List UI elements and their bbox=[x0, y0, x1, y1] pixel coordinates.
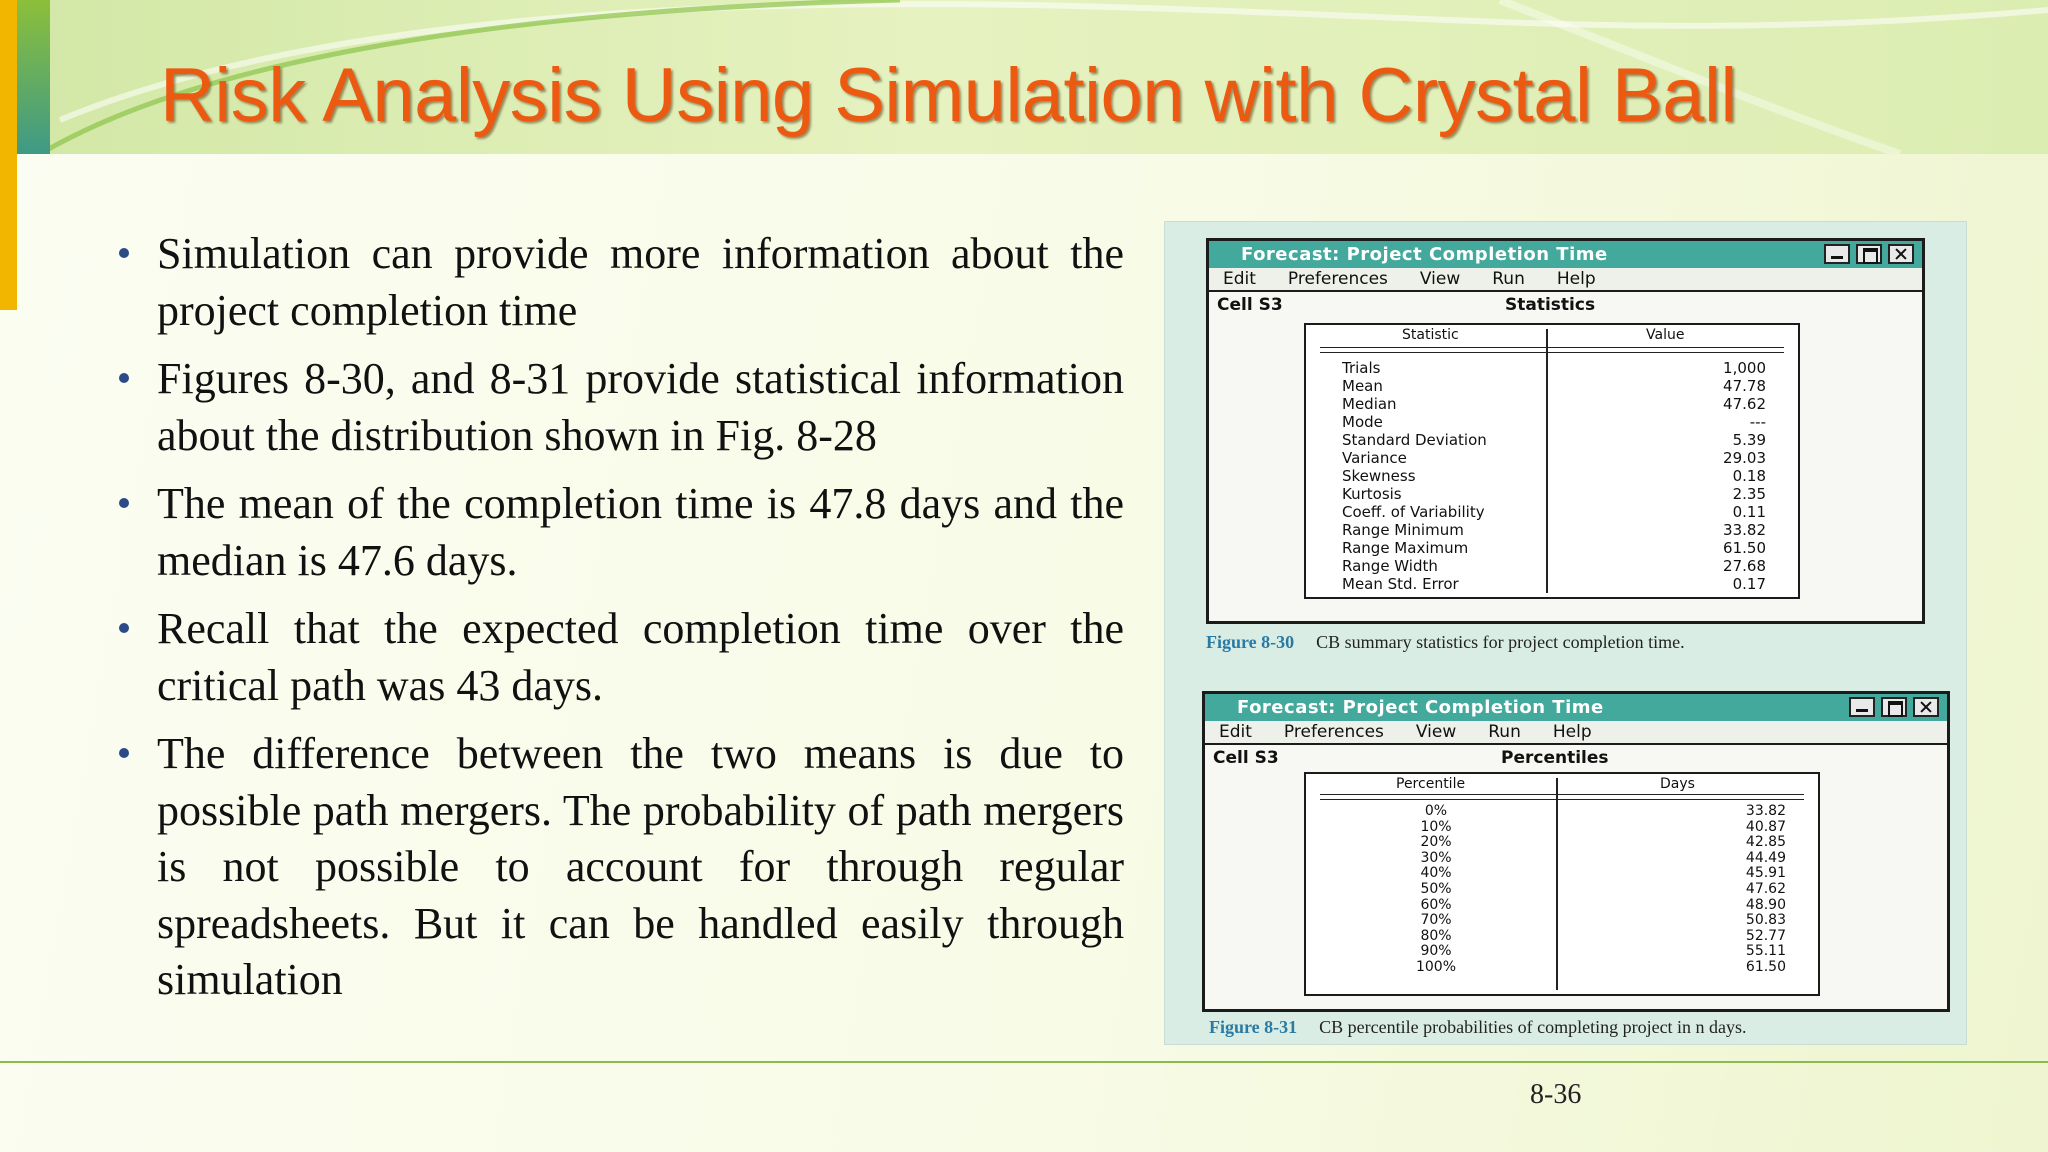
table-row-value: 61.50 bbox=[1723, 539, 1766, 557]
table-row-value: 33.82 bbox=[1723, 521, 1766, 539]
cell-label: Cell S3 bbox=[1213, 748, 1279, 768]
bullet-text: Recall that the expected completion time over the critical path was 43 days. bbox=[157, 604, 1124, 710]
table-row-label: 80% bbox=[1420, 927, 1452, 944]
bullet-item bbox=[110, 476, 1124, 589]
bullet-item bbox=[110, 351, 1124, 464]
window-titlebar bbox=[1209, 241, 1922, 268]
table-row-label: Mean bbox=[1342, 377, 1383, 395]
window-title: Forecast: Project Completion Time bbox=[1241, 244, 1608, 265]
caption-label: Figure 8-31 bbox=[1209, 1017, 1298, 1037]
caption-label: Figure 8-30 bbox=[1206, 632, 1295, 652]
close-icon[interactable] bbox=[1913, 697, 1939, 717]
table-row-label: 20% bbox=[1420, 834, 1452, 851]
col-header-statistic: Statistic bbox=[1402, 327, 1459, 343]
bullet-item bbox=[110, 601, 1124, 714]
table-row-label: Coeff. of Variability bbox=[1342, 503, 1485, 521]
bullet-text: The difference between the two means is due to possible path mergers. The probability of path mergers is not possible to account for through regular spreadsheets. But it can be handled easily through simulation bbox=[157, 729, 1124, 1004]
percentiles-table bbox=[1304, 772, 1820, 996]
table-row-value: 47.62 bbox=[1745, 880, 1786, 897]
statistics-window bbox=[1206, 238, 1925, 624]
table-row-value: 47.78 bbox=[1723, 377, 1766, 395]
slide-title: Risk Analysis Using Simulation with Crystal Ball bbox=[160, 53, 1737, 138]
bullet-list bbox=[110, 226, 1124, 1021]
figure-caption bbox=[1206, 632, 1685, 653]
table-row-label: 10% bbox=[1420, 818, 1452, 835]
maximize-icon[interactable] bbox=[1881, 697, 1907, 717]
table-row-label: Mode bbox=[1342, 413, 1383, 431]
close-icon[interactable] bbox=[1888, 244, 1914, 264]
window-controls bbox=[1849, 697, 1939, 717]
table-row-label: 50% bbox=[1420, 880, 1452, 897]
section-title: Percentiles bbox=[1501, 748, 1609, 768]
table-row-value: 47.62 bbox=[1723, 395, 1766, 413]
window-title: Forecast: Project Completion Time bbox=[1237, 697, 1604, 718]
table-row-label: 0% bbox=[1424, 803, 1448, 819]
table-row-label: 40% bbox=[1420, 865, 1452, 882]
table-row-value: 50.83 bbox=[1745, 912, 1786, 929]
table-row-value: 33.82 bbox=[1745, 803, 1786, 819]
col-header-value: Value bbox=[1646, 327, 1685, 343]
table-row-value: 55.11 bbox=[1745, 943, 1786, 960]
percentile-values bbox=[1686, 804, 1786, 976]
cell-label: Cell S3 bbox=[1217, 295, 1283, 315]
table-row-value: 52.77 bbox=[1745, 927, 1786, 944]
menu-edit[interactable]: Edit bbox=[1223, 269, 1256, 289]
header-rule bbox=[1320, 347, 1784, 348]
table-row-value: 48.90 bbox=[1745, 896, 1786, 913]
table-row-value: --- bbox=[1749, 413, 1766, 431]
column-divider bbox=[1556, 778, 1558, 990]
table-row-label: Range Minimum bbox=[1342, 521, 1464, 539]
bullet-dot-icon bbox=[119, 623, 129, 633]
window-titlebar bbox=[1205, 694, 1947, 721]
percentiles-window bbox=[1202, 691, 1950, 1012]
title-band bbox=[0, 0, 2048, 154]
menu-view[interactable]: View bbox=[1419, 269, 1461, 289]
section-title: Statistics bbox=[1505, 295, 1596, 315]
table-row-value: 0.17 bbox=[1732, 575, 1766, 593]
statistic-values bbox=[1646, 359, 1766, 593]
window-controls bbox=[1824, 244, 1914, 264]
table-row-value: 40.87 bbox=[1745, 818, 1786, 835]
header-rule bbox=[1320, 352, 1784, 353]
menu-view[interactable]: View bbox=[1415, 722, 1457, 742]
table-row-value: 2.35 bbox=[1732, 485, 1766, 503]
figure-panel bbox=[1164, 221, 1967, 1045]
menu-run[interactable]: Run bbox=[1492, 269, 1525, 289]
bullet-dot-icon bbox=[119, 248, 129, 258]
bullet-dot-icon bbox=[119, 748, 129, 758]
table-row-label: 70% bbox=[1420, 912, 1452, 929]
table-row-value: 5.39 bbox=[1732, 431, 1766, 449]
table-row-value: 44.49 bbox=[1745, 849, 1786, 866]
footer-divider bbox=[0, 1061, 2048, 1063]
menu-help[interactable]: Help bbox=[1556, 269, 1596, 289]
table-row-label: Kurtosis bbox=[1342, 485, 1402, 503]
table-row-value: 1,000 bbox=[1723, 359, 1766, 377]
bullet-text: The mean of the completion time is 47.8 days and the median is 47.6 days. bbox=[157, 479, 1124, 585]
menu-bar bbox=[1209, 268, 1922, 292]
menu-bar bbox=[1205, 721, 1947, 745]
caption-text: CB summary statistics for project completion time. bbox=[1316, 632, 1685, 652]
table-row-value: 42.85 bbox=[1745, 834, 1786, 851]
maximize-icon[interactable] bbox=[1856, 244, 1882, 264]
menu-preferences[interactable]: Preferences bbox=[1287, 269, 1388, 289]
bullet-dot-icon bbox=[119, 498, 129, 508]
bullet-item bbox=[110, 726, 1124, 1009]
accent-stripe bbox=[17, 0, 50, 154]
statistics-table bbox=[1304, 323, 1800, 599]
menu-run[interactable]: Run bbox=[1488, 722, 1521, 742]
bullet-dot-icon bbox=[119, 373, 129, 383]
page-number: 8-36 bbox=[1530, 1079, 1582, 1110]
header-rule bbox=[1320, 794, 1804, 795]
col-header-percentile: Percentile bbox=[1396, 776, 1466, 792]
table-row-label: Mean Std. Error bbox=[1342, 575, 1459, 593]
table-row-value: 29.03 bbox=[1723, 449, 1766, 467]
minimize-icon[interactable] bbox=[1824, 244, 1850, 264]
table-row-label: 100% bbox=[1415, 958, 1457, 975]
menu-edit[interactable]: Edit bbox=[1219, 722, 1252, 742]
menu-help[interactable]: Help bbox=[1552, 722, 1592, 742]
table-row-label: 60% bbox=[1420, 896, 1452, 913]
table-row-label: Standard Deviation bbox=[1342, 431, 1487, 449]
figure-caption bbox=[1209, 1017, 1747, 1038]
table-row-label: Median bbox=[1342, 395, 1397, 413]
header-rule bbox=[1320, 799, 1804, 800]
bullet-item bbox=[110, 226, 1124, 339]
section-header bbox=[1205, 745, 1947, 769]
table-row-value: 0.18 bbox=[1732, 467, 1766, 485]
bullet-text: Simulation can provide more information about the project completion time bbox=[157, 229, 1124, 335]
menu-preferences[interactable]: Preferences bbox=[1283, 722, 1384, 742]
table-row-label: Range Maximum bbox=[1342, 539, 1469, 557]
table-row-label: 30% bbox=[1420, 849, 1452, 866]
table-row-value: 0.11 bbox=[1732, 503, 1766, 521]
caption-text: CB percentile probabilities of completing project in n days. bbox=[1319, 1017, 1747, 1037]
table-row-label: 90% bbox=[1420, 943, 1452, 960]
table-row-value: 27.68 bbox=[1723, 557, 1766, 575]
col-header-days: Days bbox=[1660, 776, 1695, 792]
column-divider bbox=[1546, 329, 1548, 593]
table-row-value: 61.50 bbox=[1745, 958, 1786, 975]
table-row-label: Variance bbox=[1342, 449, 1407, 467]
table-row-label: Range Width bbox=[1342, 557, 1438, 575]
table-row-label: Skewness bbox=[1342, 467, 1416, 485]
table-row-label: Trials bbox=[1342, 359, 1381, 377]
minimize-icon[interactable] bbox=[1849, 697, 1875, 717]
bullet-text: Figures 8-30, and 8-31 provide statistical information about the distribution shown in Fig. 8-28 bbox=[157, 354, 1124, 460]
section-header bbox=[1209, 292, 1922, 316]
table-row-value: 45.91 bbox=[1745, 865, 1786, 882]
yellow-accent-bar bbox=[0, 0, 17, 310]
statistic-labels bbox=[1342, 359, 1522, 593]
percentile-labels bbox=[1406, 804, 1466, 976]
